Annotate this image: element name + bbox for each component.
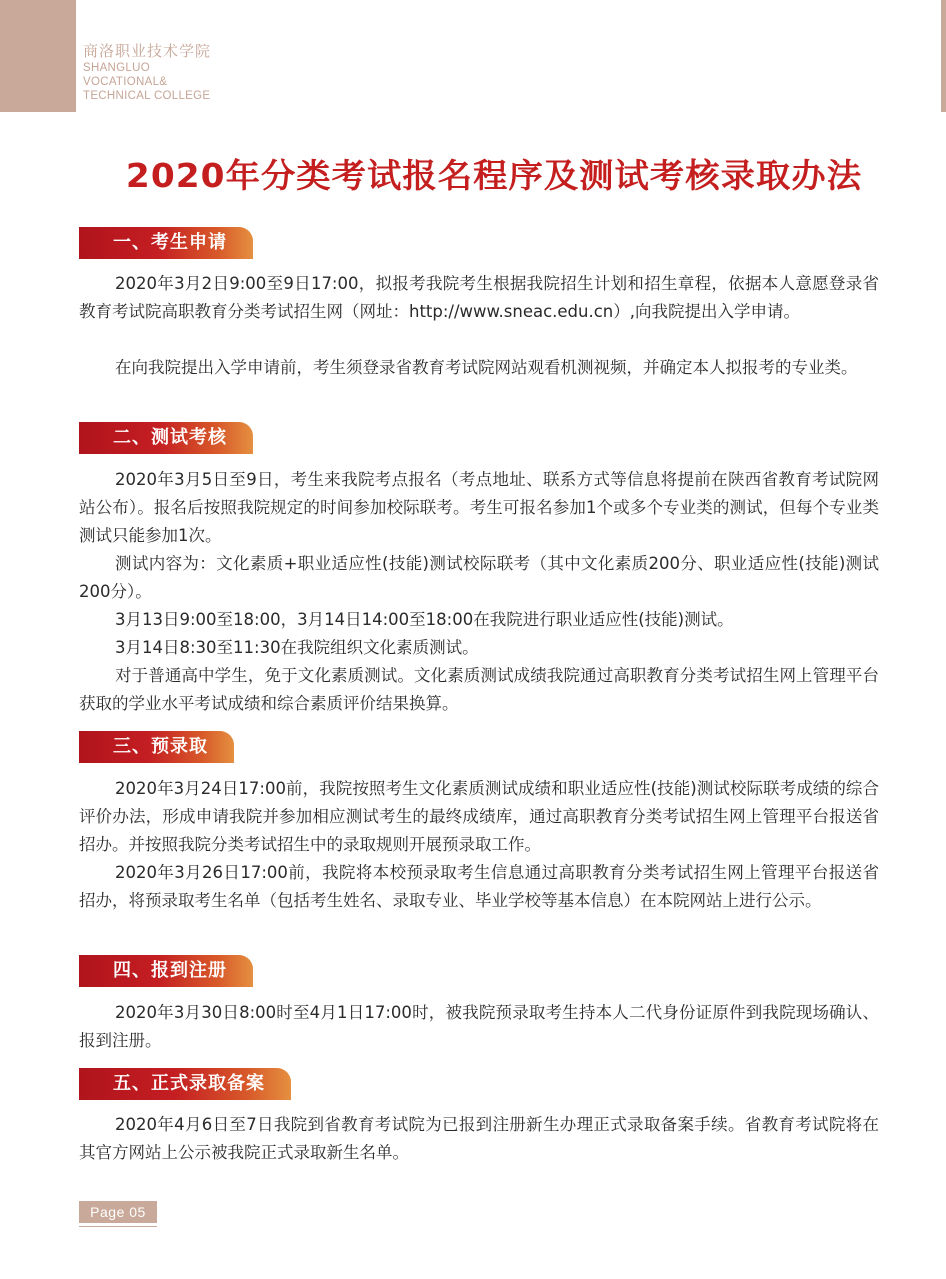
paragraph: 3月14日8:30至11:30在我院组织文化素质测试。 bbox=[115, 638, 479, 657]
college-name-en-line1: SHANGLUO bbox=[83, 62, 150, 74]
paragraph: 3月13日9:00至18:00，3月14日14:00至18:00在我院进行职业适应性(技能)测试。 bbox=[115, 610, 734, 629]
section-heading-registration: 四、报到注册 bbox=[79, 955, 253, 987]
paragraph: 测试内容为：文化素质+职业适应性(技能)测试校际联考（其中文化素质200分、职业适应性(技能)测试200分）。 bbox=[79, 554, 879, 601]
corner-decoration bbox=[0, 0, 76, 112]
section-heading-applicant: 一、考生申请 bbox=[79, 227, 253, 259]
college-name-en-line3: TECHNICAL COLLEGE bbox=[83, 90, 211, 102]
college-name-en-line2: VOCATIONAL& bbox=[83, 76, 168, 88]
paragraph: 2020年3月5日至9日，考生来我院考点报名（考点地址、联系方式等信息将提前在陕西省教育考试院网站公布）。报名后按照我院规定的时间参加校际联考。考生可报名参加1个或多个专业类的测试，但每个专业类测试只能参加1次。 bbox=[79, 470, 879, 545]
paragraph: 对于普通高中学生，免于文化素质测试。文化素质测试成绩我院通过高职教育分类考试招生网上管理平台获取的学业水平考试成绩和综合素质评价结果换算。 bbox=[79, 666, 879, 713]
paragraph: 2020年3月24日17:00前，我院按照考生文化素质测试成绩和职业适应性(技能)测试校际联考成绩的综合评价办法，形成申请我院并参加相应测试考生的最终成绩库，通过高职教育分类考试招生网上管理平台报送省招办。并按照我院分类考试招生中的录取规则开展预录取工作。 bbox=[79, 779, 879, 854]
section-heading-pre-admission: 三、预录取 bbox=[79, 731, 234, 763]
college-name-cn: 商洛职业技术学院 bbox=[83, 42, 212, 60]
paragraph: 2020年3月2日9:00至9日17:00，拟报考我院考生根据我院招生计划和招生章程，依据本人意愿登录省教育考试院高职教育分类考试招生网（网址：http://www.sneac.edu.cn）,向我院提出入学申请。 bbox=[79, 274, 879, 321]
page-title: 2020年分类考试报名程序及测试考核录取办法 bbox=[125, 156, 863, 195]
page-number-underline bbox=[79, 1226, 157, 1227]
paragraph: 2020年4月6日至7日我院到省教育考试院为已报到注册新生办理正式录取备案手续。省教育考试院将在其官方网站上公示被我院正式录取新生名单。 bbox=[79, 1115, 879, 1162]
section-heading-testing: 二、测试考核 bbox=[79, 422, 253, 454]
paragraph: 2020年3月26日17:00前，我院将本校预录取考生信息通过高职教育分类考试招生网上管理平台报送省招办，将预录取考生名单（包括考生姓名、录取专业、毕业学校等基本信息）在本院网站上进行公示。 bbox=[79, 863, 879, 910]
page-number-badge: Page 05 bbox=[79, 1201, 157, 1223]
right-edge-decoration bbox=[941, 0, 946, 112]
paragraph: 在向我院提出入学申请前，考生须登录省教育考试院网站观看机测视频，并确定本人拟报考的专业类。 bbox=[115, 358, 858, 377]
college-brand bbox=[83, 42, 211, 103]
paragraph: 2020年3月30日8:00时至4月1日17:00时，被我院预录取考生持本人二代身份证原件到我院现场确认、报到注册。 bbox=[79, 1003, 879, 1050]
section-heading-formal-admission: 五、正式录取备案 bbox=[79, 1068, 291, 1100]
